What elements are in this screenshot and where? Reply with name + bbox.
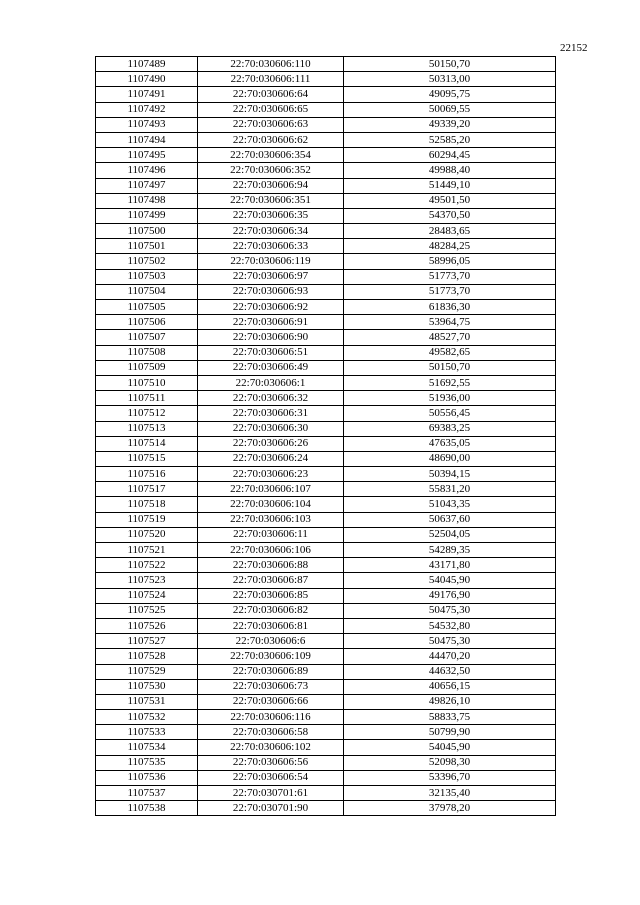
- cadastral-value-cell: 48284,25: [344, 239, 556, 254]
- table-row: [96, 375, 556, 390]
- cadastral-value-cell: 58833,75: [344, 710, 556, 725]
- cadastral-number-cell: 22:70:030606:89: [198, 664, 344, 679]
- table-row: [96, 770, 556, 785]
- cadastral-value-cell: 48690,00: [344, 451, 556, 466]
- cadastral-number-cell: 22:70:030606:91: [198, 315, 344, 330]
- cadastral-value-cell: 40656,15: [344, 679, 556, 694]
- cadastral-value-cell: 49826,10: [344, 694, 556, 709]
- cadastral-number-cell: 22:70:030606:73: [198, 679, 344, 694]
- table-row: [96, 239, 556, 254]
- row-number-cell: 1107501: [96, 239, 198, 254]
- cadastral-value-cell: 51773,70: [344, 269, 556, 284]
- row-number-cell: 1107533: [96, 725, 198, 740]
- row-number-cell: 1107503: [96, 269, 198, 284]
- row-number-cell: 1107508: [96, 345, 198, 360]
- cadastral-value-cell: 28483,65: [344, 224, 556, 239]
- row-number-cell: 1107500: [96, 224, 198, 239]
- table-row: [96, 558, 556, 573]
- cadastral-number-cell: 22:70:030606:65: [198, 102, 344, 117]
- table-row: [96, 725, 556, 740]
- table-row: [96, 634, 556, 649]
- row-number-cell: 1107506: [96, 315, 198, 330]
- cadastral-value-cell: 51043,35: [344, 497, 556, 512]
- table-row: [96, 72, 556, 87]
- table-row: [96, 573, 556, 588]
- cadastral-value-cell: 44470,20: [344, 649, 556, 664]
- table-row: [96, 163, 556, 178]
- cadastral-number-cell: 22:70:030606:92: [198, 300, 344, 315]
- cadastral-value-cell: 49988,40: [344, 163, 556, 178]
- cadastral-value-cell: 53964,75: [344, 315, 556, 330]
- row-number-cell: 1107535: [96, 755, 198, 770]
- cadastral-value-cell: 50475,30: [344, 634, 556, 649]
- cadastral-number-cell: 22:70:030606:51: [198, 345, 344, 360]
- table-row: [96, 330, 556, 345]
- cadastral-number-cell: 22:70:030606:30: [198, 421, 344, 436]
- table-row: [96, 649, 556, 664]
- table-row: [96, 254, 556, 269]
- cadastral-number-cell: 22:70:030606:66: [198, 694, 344, 709]
- row-number-cell: 1107536: [96, 770, 198, 785]
- table-row: [96, 740, 556, 755]
- cadastral-value-cell: 51692,55: [344, 375, 556, 390]
- page-number: 22152: [560, 42, 588, 54]
- cadastral-number-cell: 22:70:030606:81: [198, 618, 344, 633]
- table-row: [96, 679, 556, 694]
- cadastral-number-cell: 22:70:030606:26: [198, 436, 344, 451]
- cadastral-number-cell: 22:70:030606:116: [198, 710, 344, 725]
- table-row: [96, 148, 556, 163]
- table-row: [96, 467, 556, 482]
- table-row: [96, 315, 556, 330]
- cadastral-number-cell: 22:70:030606:58: [198, 725, 344, 740]
- table-row: [96, 300, 556, 315]
- table-row: [96, 710, 556, 725]
- cadastral-value-cell: 60294,45: [344, 148, 556, 163]
- cadastral-value-cell: 49501,50: [344, 193, 556, 208]
- cadastral-number-cell: 22:70:030606:32: [198, 391, 344, 406]
- cadastral-value-cell: 51449,10: [344, 178, 556, 193]
- cadastral-value-cell: 37978,20: [344, 801, 556, 816]
- table-row: [96, 345, 556, 360]
- row-number-cell: 1107492: [96, 102, 198, 117]
- row-number-cell: 1107519: [96, 512, 198, 527]
- cadastral-value-cell: 53396,70: [344, 770, 556, 785]
- table-row: [96, 664, 556, 679]
- cadastral-number-cell: 22:70:030606:49: [198, 360, 344, 375]
- cadastral-value-table: [95, 56, 556, 816]
- cadastral-value-cell: 51936,00: [344, 391, 556, 406]
- cadastral-value-cell: 47635,05: [344, 436, 556, 451]
- row-number-cell: 1107523: [96, 573, 198, 588]
- cadastral-number-cell: 22:70:030606:11: [198, 527, 344, 542]
- cadastral-value-cell: 55831,20: [344, 482, 556, 497]
- row-number-cell: 1107527: [96, 634, 198, 649]
- table-row: [96, 178, 556, 193]
- row-number-cell: 1107516: [96, 467, 198, 482]
- cadastral-number-cell: 22:70:030606:1: [198, 375, 344, 390]
- table-row: [96, 603, 556, 618]
- row-number-cell: 1107490: [96, 72, 198, 87]
- table-row: [96, 391, 556, 406]
- table-row: [96, 87, 556, 102]
- cadastral-number-cell: 22:70:030606:104: [198, 497, 344, 512]
- cadastral-value-cell: 50313,00: [344, 72, 556, 87]
- cadastral-number-cell: 22:70:030606:354: [198, 148, 344, 163]
- table-row: [96, 512, 556, 527]
- table-row: [96, 117, 556, 132]
- row-number-cell: 1107522: [96, 558, 198, 573]
- row-number-cell: 1107526: [96, 618, 198, 633]
- cadastral-number-cell: 22:70:030606:93: [198, 284, 344, 299]
- table-row: [96, 360, 556, 375]
- row-number-cell: 1107513: [96, 421, 198, 436]
- row-number-cell: 1107507: [96, 330, 198, 345]
- row-number-cell: 1107520: [96, 527, 198, 542]
- cadastral-value-cell: 50637,60: [344, 512, 556, 527]
- cadastral-number-cell: 22:70:030606:107: [198, 482, 344, 497]
- cadastral-value-cell: 52585,20: [344, 132, 556, 147]
- cadastral-value-cell: 49095,75: [344, 87, 556, 102]
- cadastral-number-cell: 22:70:030606:85: [198, 588, 344, 603]
- cadastral-value-cell: 49176,90: [344, 588, 556, 603]
- cadastral-number-cell: 22:70:030606:54: [198, 770, 344, 785]
- table-row: [96, 497, 556, 512]
- row-number-cell: 1107518: [96, 497, 198, 512]
- cadastral-value-cell: 61836,30: [344, 300, 556, 315]
- row-number-cell: 1107524: [96, 588, 198, 603]
- cadastral-value-cell: 50394,15: [344, 467, 556, 482]
- cadastral-value-cell: 54045,90: [344, 573, 556, 588]
- cadastral-value-cell: 50069,55: [344, 102, 556, 117]
- row-number-cell: 1107499: [96, 208, 198, 223]
- cadastral-value-cell: 52098,30: [344, 755, 556, 770]
- table-row: [96, 451, 556, 466]
- cadastral-value-cell: 54532,80: [344, 618, 556, 633]
- cadastral-value-cell: 58996,05: [344, 254, 556, 269]
- cadastral-value-cell: 54370,50: [344, 208, 556, 223]
- row-number-cell: 1107534: [96, 740, 198, 755]
- cadastral-number-cell: 22:70:030606:97: [198, 269, 344, 284]
- cadastral-number-cell: 22:70:030606:35: [198, 208, 344, 223]
- cadastral-number-cell: 22:70:030606:6: [198, 634, 344, 649]
- row-number-cell: 1107502: [96, 254, 198, 269]
- cadastral-number-cell: 22:70:030606:33: [198, 239, 344, 254]
- row-number-cell: 1107528: [96, 649, 198, 664]
- cadastral-number-cell: 22:70:030701:61: [198, 786, 344, 801]
- table-row: [96, 269, 556, 284]
- cadastral-number-cell: 22:70:030606:119: [198, 254, 344, 269]
- cadastral-number-cell: 22:70:030606:82: [198, 603, 344, 618]
- cadastral-value-cell: 43171,80: [344, 558, 556, 573]
- cadastral-number-cell: 22:70:030606:23: [198, 467, 344, 482]
- table-row: [96, 57, 556, 72]
- cadastral-value-cell: 50150,70: [344, 360, 556, 375]
- row-number-cell: 1107494: [96, 132, 198, 147]
- cadastral-number-cell: 22:70:030606:102: [198, 740, 344, 755]
- row-number-cell: 1107529: [96, 664, 198, 679]
- row-number-cell: 1107530: [96, 679, 198, 694]
- row-number-cell: 1107498: [96, 193, 198, 208]
- table-row: [96, 527, 556, 542]
- row-number-cell: 1107504: [96, 284, 198, 299]
- table-row: [96, 284, 556, 299]
- row-number-cell: 1107497: [96, 178, 198, 193]
- table-row: [96, 193, 556, 208]
- cadastral-value-cell: 51773,70: [344, 284, 556, 299]
- table-body: [96, 57, 556, 816]
- row-number-cell: 1107511: [96, 391, 198, 406]
- table-row: [96, 208, 556, 223]
- cadastral-number-cell: 22:70:030606:56: [198, 755, 344, 770]
- cadastral-value-cell: 48527,70: [344, 330, 556, 345]
- cadastral-number-cell: 22:70:030606:24: [198, 451, 344, 466]
- table-row: [96, 406, 556, 421]
- row-number-cell: 1107531: [96, 694, 198, 709]
- row-number-cell: 1107537: [96, 786, 198, 801]
- row-number-cell: 1107521: [96, 543, 198, 558]
- cadastral-number-cell: 22:70:030606:87: [198, 573, 344, 588]
- cadastral-value-cell: 54045,90: [344, 740, 556, 755]
- row-number-cell: 1107505: [96, 300, 198, 315]
- cadastral-number-cell: 22:70:030606:62: [198, 132, 344, 147]
- table-row: [96, 755, 556, 770]
- row-number-cell: 1107495: [96, 148, 198, 163]
- row-number-cell: 1107510: [96, 375, 198, 390]
- cadastral-number-cell: 22:70:030606:111: [198, 72, 344, 87]
- cadastral-number-cell: 22:70:030606:109: [198, 649, 344, 664]
- cadastral-value-cell: 44632,50: [344, 664, 556, 679]
- table-row: [96, 786, 556, 801]
- table-row: [96, 436, 556, 451]
- table-row: [96, 801, 556, 816]
- table-row: [96, 588, 556, 603]
- cadastral-number-cell: 22:70:030606:31: [198, 406, 344, 421]
- cadastral-number-cell: 22:70:030606:351: [198, 193, 344, 208]
- cadastral-value-cell: 50556,45: [344, 406, 556, 421]
- table-row: [96, 482, 556, 497]
- row-number-cell: 1107491: [96, 87, 198, 102]
- cadastral-value-cell: 32135,40: [344, 786, 556, 801]
- table-row: [96, 224, 556, 239]
- row-number-cell: 1107496: [96, 163, 198, 178]
- row-number-cell: 1107525: [96, 603, 198, 618]
- cadastral-value-cell: 52504,05: [344, 527, 556, 542]
- cadastral-value-cell: 50799,90: [344, 725, 556, 740]
- table-row: [96, 694, 556, 709]
- cadastral-number-cell: 22:70:030606:103: [198, 512, 344, 527]
- cadastral-number-cell: 22:70:030606:110: [198, 57, 344, 72]
- cadastral-number-cell: 22:70:030606:63: [198, 117, 344, 132]
- row-number-cell: 1107532: [96, 710, 198, 725]
- cadastral-number-cell: 22:70:030606:94: [198, 178, 344, 193]
- cadastral-value-cell: 49339,20: [344, 117, 556, 132]
- cadastral-value-cell: 50150,70: [344, 57, 556, 72]
- cadastral-number-cell: 22:70:030606:106: [198, 543, 344, 558]
- cadastral-value-cell: 49582,65: [344, 345, 556, 360]
- cadastral-number-cell: 22:70:030606:90: [198, 330, 344, 345]
- table-row: [96, 421, 556, 436]
- table-row: [96, 543, 556, 558]
- row-number-cell: 1107509: [96, 360, 198, 375]
- row-number-cell: 1107489: [96, 57, 198, 72]
- row-number-cell: 1107517: [96, 482, 198, 497]
- cadastral-number-cell: 22:70:030606:34: [198, 224, 344, 239]
- cadastral-value-cell: 50475,30: [344, 603, 556, 618]
- table-row: [96, 102, 556, 117]
- table-row: [96, 618, 556, 633]
- cadastral-number-cell: 22:70:030606:352: [198, 163, 344, 178]
- cadastral-number-cell: 22:70:030606:88: [198, 558, 344, 573]
- cadastral-value-cell: 69383,25: [344, 421, 556, 436]
- row-number-cell: 1107538: [96, 801, 198, 816]
- table-row: [96, 132, 556, 147]
- row-number-cell: 1107493: [96, 117, 198, 132]
- row-number-cell: 1107515: [96, 451, 198, 466]
- cadastral-number-cell: 22:70:030606:64: [198, 87, 344, 102]
- row-number-cell: 1107514: [96, 436, 198, 451]
- row-number-cell: 1107512: [96, 406, 198, 421]
- cadastral-number-cell: 22:70:030701:90: [198, 801, 344, 816]
- cadastral-value-cell: 54289,35: [344, 543, 556, 558]
